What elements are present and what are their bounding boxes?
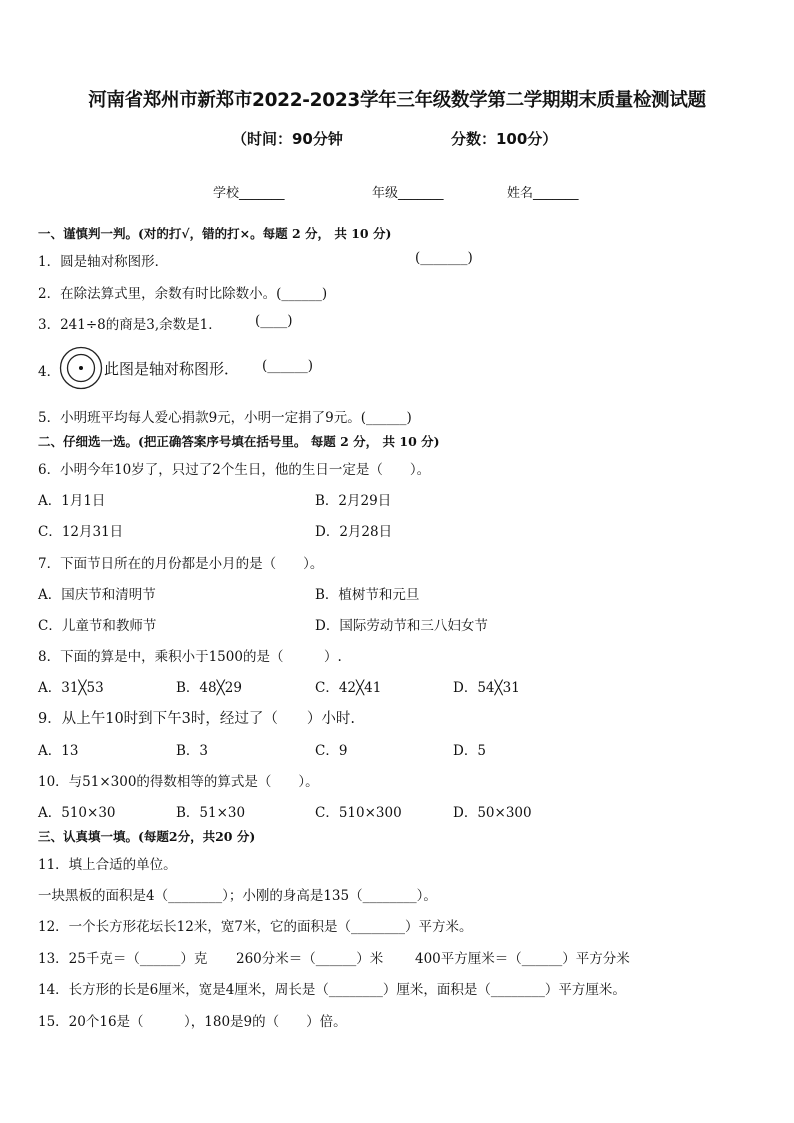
- q9-option-b[interactable]: B．3: [176, 743, 209, 759]
- q10-option-d[interactable]: D．50×300: [453, 805, 532, 821]
- q1-text: 1．圆是轴对称图形．: [38, 254, 169, 270]
- q2-text: 2．在除法算式里，余数有时比除数小。(______): [38, 286, 328, 302]
- q7-option-b[interactable]: B．植树节和元旦: [315, 587, 420, 603]
- q7-option-a[interactable]: A．国庆节和清明节: [38, 587, 156, 603]
- q11-line[interactable]: 一块黑板的面积是4（________）；小刚的身高是135（________）。: [38, 888, 437, 904]
- q10-option-c[interactable]: C．510×300: [315, 805, 402, 821]
- q8-text: 8．下面的算是中，乘积小于1500的是（ ）.: [38, 649, 342, 665]
- q8-option-d[interactable]: D．54╳31: [453, 680, 520, 696]
- q6-option-b[interactable]: B．2月29日: [315, 493, 392, 509]
- q8-option-a[interactable]: A．31╳53: [38, 680, 104, 696]
- q9-option-c[interactable]: C．9: [315, 743, 348, 759]
- q8-option-c[interactable]: C．42╳41: [315, 680, 382, 696]
- q4-text: 此图是轴对称图形．: [104, 360, 240, 378]
- q10-option-a[interactable]: A．510×30: [38, 805, 116, 821]
- q12-text[interactable]: 12．一个长方形花坛长12米，宽7米，它的面积是（________）平方米。: [38, 919, 473, 935]
- q9-option-d[interactable]: D．5: [453, 743, 486, 759]
- q1-blank[interactable]: (_______): [415, 250, 473, 266]
- q7-option-d[interactable]: D．国际劳动节和三八妇女节: [315, 618, 488, 634]
- concentric-circle-figure: [59, 346, 103, 390]
- q9-option-a[interactable]: A．13: [38, 743, 79, 759]
- q3-blank[interactable]: (____): [255, 313, 293, 329]
- section-judge-heading: 一、谨慎判一判。(对的打√，错的打×。每题 2 分， 共 10 分): [38, 226, 392, 241]
- q15-text[interactable]: 15．20个16是（ ），180是9的（ ）倍。: [38, 1014, 347, 1030]
- exam-time: （时间：90分钟: [232, 130, 343, 148]
- q13-part-b[interactable]: 260分米＝（______）米: [236, 951, 384, 967]
- section-fill-heading: 三、认真填一填。(每题2分，共20 分): [38, 829, 256, 844]
- q6-option-d[interactable]: D．2月28日: [315, 524, 393, 540]
- q13-part-a[interactable]: 13．25千克＝（______）克: [38, 951, 208, 967]
- q6-text: 6．小明今年10岁了，只过了2个生日，他的生日一定是（ ）。: [38, 462, 431, 478]
- q7-option-c[interactable]: C．儿童节和教师节: [38, 618, 157, 634]
- q14-text[interactable]: 14．长方形的长是6厘米，宽是4厘米，周长是（________）厘米，面积是（________）平方厘米。: [38, 982, 626, 998]
- q3-text: 3．241÷8的商是3,余数是1．: [38, 317, 222, 333]
- q4-number: 4．: [38, 364, 61, 380]
- q7-text: 7．下面节日所在的月份都是小月的是（ ）。: [38, 556, 324, 572]
- q5-text: 5．小明班平均每人爱心捐款9元，小明一定捐了9元。(______): [38, 410, 412, 426]
- page-title: 河南省郑州市新郑市2022-2023学年三年级数学第二学期期末质量检测试题: [88, 90, 706, 111]
- school-field[interactable]: 学校_______: [213, 186, 285, 201]
- q6-option-c[interactable]: C．12月31日: [38, 524, 124, 540]
- q9-text: 9．从上午10时到下午3时，经过了（ ）小时.: [38, 711, 356, 727]
- grade-field[interactable]: 年级_______: [372, 186, 444, 201]
- q8-option-b[interactable]: B．48╳29: [176, 680, 242, 696]
- q10-option-b[interactable]: B．51×30: [176, 805, 246, 821]
- q13-part-c[interactable]: 400平方厘米＝（______）平方分米: [415, 951, 630, 967]
- q11-text: 11．填上合适的单位。: [38, 857, 177, 873]
- q10-text: 10．与51×300的得数相等的算式是（ ）。: [38, 774, 319, 790]
- exam-score: 分数：100分）: [451, 130, 558, 148]
- name-field[interactable]: 姓名_______: [507, 186, 579, 201]
- section-choice-heading: 二、仔细选一选。(把正确答案序号填在括号里。 每题 2 分， 共 10 分): [38, 434, 440, 449]
- q6-option-a[interactable]: A．1月1日: [38, 493, 106, 509]
- q4-blank[interactable]: (______): [262, 358, 314, 374]
